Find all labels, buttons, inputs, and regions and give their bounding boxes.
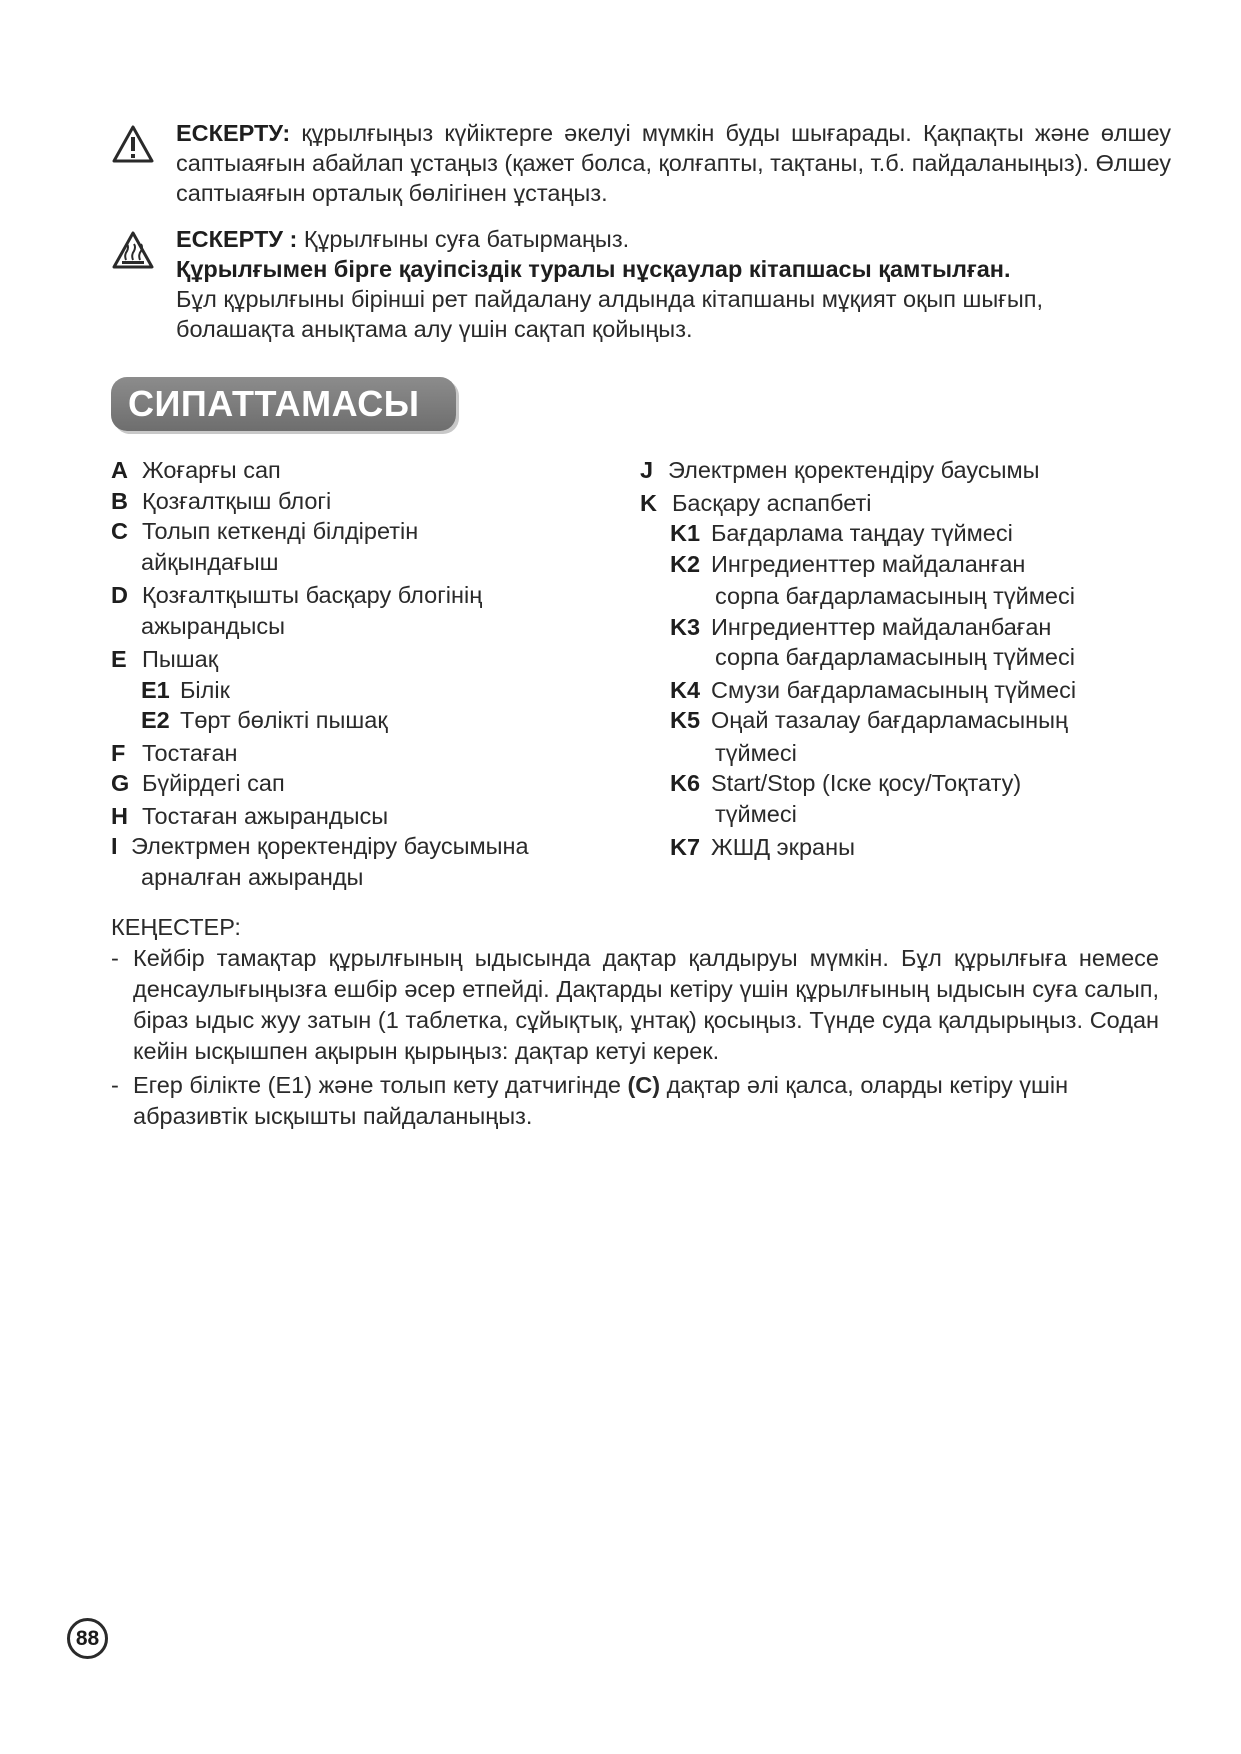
warning-block-steam <box>111 118 1171 208</box>
part-item-continuation: арналған ажыранды <box>141 863 364 890</box>
part-item: K Басқару аспапбеті <box>640 489 872 516</box>
part-subitem-continuation: түймесі <box>715 800 797 827</box>
part-subitem: K1 Бағдарлама таңдау түймесі <box>670 520 1013 546</box>
page-number: 88 <box>67 1618 108 1659</box>
warning-line: болашақта анықтама алу үшін сақтап қойыңыз. <box>176 316 693 342</box>
part-item: F Тостаған <box>111 739 238 766</box>
parts-list-left <box>111 455 651 892</box>
section-title: СИПАТТАМАСЫ <box>128 383 420 424</box>
part-item: B Қозғалтқыш блогі <box>111 487 332 514</box>
warning-triangle-icon <box>111 124 155 164</box>
part-item: G Бүйірдегі сап <box>111 770 285 796</box>
warning-bold-line: Құрылғымен бірге қауіпсіздік туралы нұсқаулар кітапшасы қамтылған. <box>176 256 1011 282</box>
part-item: E Пышақ <box>111 646 218 672</box>
tip-text: Егер білікте (E1) және толып кету датчигінде (C) дақтар әлі қалса, оларды кетіру үшін абразивтік ысқышты пайдаланыңыз. <box>133 1072 1069 1129</box>
tips-heading: КЕҢЕСТЕР: <box>111 914 241 940</box>
tip-item: - Егер білікте (E1) және толып кету датчигінде (C) дақтар әлі қалса, оларды кетіру үшін абразивтік ысқышты пайдаланыңыз. <box>111 1070 1159 1132</box>
part-item: C Толып кеткенді білдіретін <box>111 518 419 544</box>
part-subitem: K3 Ингредиенттер майдаланбаған <box>670 613 1052 640</box>
part-subitem: K6 Start/Stop (Іске қосу/Тоқтату) <box>670 770 1022 796</box>
part-item-continuation: ажырандысы <box>141 612 286 639</box>
warning-text: ЕСКЕРТУ : Құрылғыны суға батырмаңыз. <box>176 226 630 252</box>
part-item: D Қозғалтқышты басқару блогінің <box>111 582 483 608</box>
part-item: H Тостаған ажырандысы <box>111 802 389 829</box>
part-subitem: E2 Төрт бөлікті пышақ <box>141 707 388 733</box>
section-title-badge <box>111 377 456 431</box>
part-item: A Жоғарғы сап <box>111 457 281 483</box>
warning-block-water <box>111 224 1171 344</box>
part-subitem: K2 Ингредиенттер майдаланған <box>670 550 1026 577</box>
part-subitem-continuation: түймесі <box>715 739 797 766</box>
part-subitem: K7 ЖШД экраны <box>670 834 855 860</box>
tips-section <box>111 912 1159 1132</box>
part-item: J Электрмен қоректендіру баусымы <box>640 457 1040 483</box>
part-item: I Электрмен қоректендіру баусымына <box>111 833 529 859</box>
warning-label: ЕСКЕРТУ: <box>176 120 291 146</box>
part-item-continuation: айқындағыш <box>141 548 279 575</box>
hot-surface-warning-icon <box>111 230 155 270</box>
part-subitem: K4 Смузи бағдарламасының түймесі <box>670 676 1077 703</box>
tip-text: Кейбір тамақтар құрылғының ыдысында дақтар қалдыруы мүмкін. Бұл құрылғыға немесе денсаулығыңызға ешбір әсер етпейді. Дақтарды кетіру үшін құрылғының ыдысын суға салып, біраз ыдыс жуу затын (1 таблетка, сұйықтық, ұнтақ) қосыңыз. Түнде суда қалдырыңыз. Содан кейін ысқышпен ақырын қырыңыз: дақтар кетуі керек. <box>133 945 1159 1064</box>
parts-list-right <box>640 455 1160 863</box>
part-subitem: K5 Оңай тазалау бағдарламасының <box>670 707 1069 733</box>
part-subitem: E1 Білік <box>141 676 230 703</box>
warning-label: ЕСКЕРТУ : <box>176 226 298 252</box>
part-subitem-continuation: сорпа бағдарламасының түймесі <box>715 583 1075 609</box>
part-subitem-continuation: сорпа бағдарламасының түймесі <box>715 644 1075 670</box>
tip-item: - Кейбір тамақтар құрылғының ыдысында дақтар қалдыруы мүмкін. Бұл құрылғыға немесе денсаулығыңызға ешбір әсер етпейді. Дақтарды кетіру үшін құрылғының ыдысын суға салып, біраз ыдыс жуу затын (1 таблетка, сұйықтық, ұнтақ) қосыңыз. Түнде суда қалдырыңыз. Содан кейін ысқышпен ақырын қырыңыз: дақтар кетуі керек. <box>111 943 1159 1067</box>
warning-line: Бұл құрылғыны бірінші рет пайдалану алдында кітапшаны мұқият оқып шығып, <box>176 286 1043 312</box>
warning-text: ЕСКЕРТУ: құрылғыңыз күйіктерге әкелуі мүмкін буды шығарады. Қақпақты және өлшеу саптыаяғын абайлап ұстаңыз (қажет болса, қолғапты, тақтаны, т.б. пайдаланыңыз). Өлшеу саптыаяғын орталық бөлігінен ұстаңыз. <box>176 120 1172 206</box>
